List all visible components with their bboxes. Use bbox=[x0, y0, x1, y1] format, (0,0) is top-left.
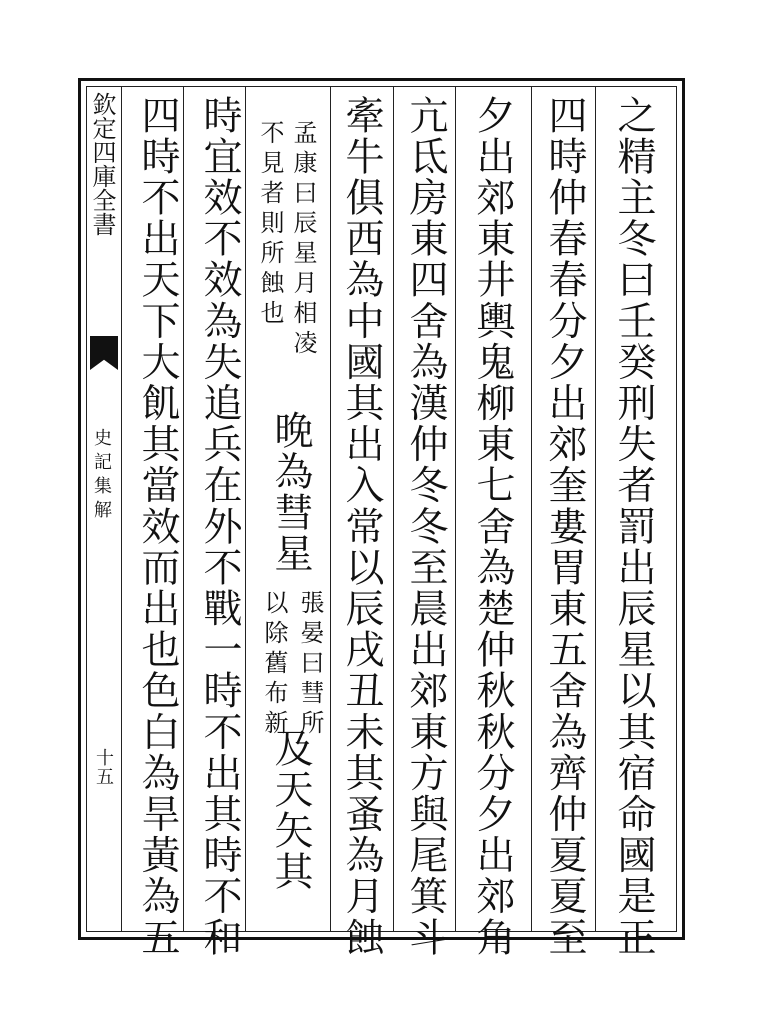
text-column-6b: 及天矢其 bbox=[268, 728, 313, 893]
text-column-7: 時宜效不效為失追兵在外不戰一時不出其時不和 bbox=[197, 95, 242, 959]
commentary-line-1: 孟康曰辰星月相凌 bbox=[289, 120, 317, 360]
commentary-line-4: 以除舊布新 bbox=[260, 590, 288, 740]
margin-collection-title: 欽定四庫全書 bbox=[88, 92, 116, 236]
commentary-line-2: 不見者則所蝕也 bbox=[256, 120, 284, 330]
margin-page-number: 十五 bbox=[93, 748, 114, 786]
column-rule bbox=[393, 87, 394, 931]
margin-rule bbox=[121, 87, 122, 931]
commentary-line-3: 張晏曰彗所 bbox=[296, 590, 324, 740]
column-rule bbox=[531, 87, 532, 931]
text-column-6a: 晚為彗星 bbox=[268, 410, 313, 575]
text-column-1: 之精主冬曰壬癸刑失者罰出辰星以其宿命國是正 bbox=[611, 95, 656, 959]
text-column-3: 夕出郊東井輿鬼柳東七舍為楚仲秋秋分夕出郊角 bbox=[470, 95, 515, 959]
text-column-2: 四時仲春春分夕出郊奎婁胃東五舍為齊仲夏夏至 bbox=[542, 95, 587, 959]
margin-book-title: 史記集解 bbox=[91, 428, 112, 524]
column-rule bbox=[595, 87, 596, 931]
text-column-5: 牽牛俱西為中國其出入常以辰戌丑未其蚤為月蝕 bbox=[339, 95, 384, 959]
column-rule bbox=[455, 87, 456, 931]
column-rule bbox=[183, 87, 184, 931]
text-column-4: 亢氐房東四舍為漢仲冬冬至晨出郊東方與尾箕斗 bbox=[403, 95, 448, 959]
column-rule bbox=[330, 87, 331, 931]
text-column-8: 四時不出天下大飢其當效而出也色白為旱黃為五 bbox=[135, 95, 180, 959]
column-rule bbox=[245, 87, 246, 931]
